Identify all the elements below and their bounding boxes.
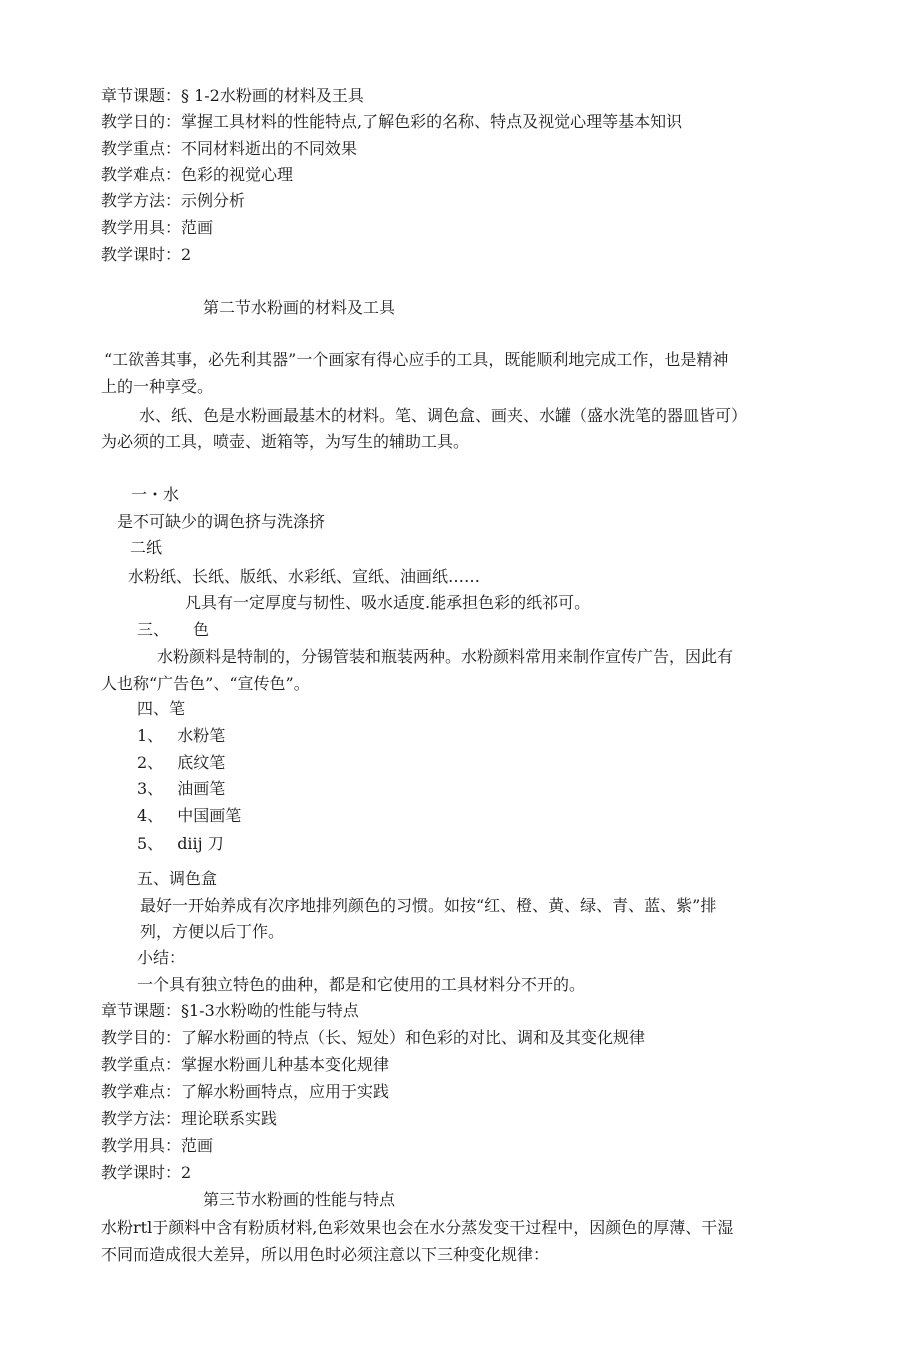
lesson1-difficulty: 教学难点：色彩的视觉心理 — [101, 165, 294, 184]
lesson2-difficulty: 教学难点：了解水粉画特点，应用于实践 — [101, 1082, 390, 1101]
summary-text: 一个具有独立特色的曲种，都是和它使用的工具材料分不开的。 — [137, 975, 586, 994]
lesson1-chapter: 章节课题：§ 1-2水粉画的材料及王具 — [101, 86, 364, 105]
section2-materials-line1: 水、纸、色是水粉画最基木的材料。笔、调色盒、画夹、水罐（盛水洗笔的器皿皆可） — [139, 406, 748, 425]
color-line2: 人也称“广告色”、“宣传色”。 — [101, 674, 310, 693]
palette-line2: 列，方便以后丁作。 — [140, 922, 285, 941]
color-heading-text: 色 — [193, 620, 210, 639]
list-item — [137, 779, 225, 799]
list-item-number: 3、 — [137, 779, 164, 798]
lesson2-method: 教学方法：理论联系实践 — [101, 1109, 278, 1128]
lesson2-tools: 教学用具：范画 — [101, 1136, 214, 1155]
lesson1-key-point: 教学重点：不同材料逝出的不同效果 — [101, 139, 358, 158]
list-item-number: 4、 — [137, 806, 164, 825]
lesson2-key-point: 教学重点：掌握水粉画儿种基本变化规律 — [101, 1055, 390, 1074]
section3-title: 第三节水粉画的性能与特点 — [203, 1190, 396, 1209]
lesson2-hours: 教学课时：2 — [101, 1163, 192, 1182]
lesson1-goal: 教学日的：掌握工具材料的性能特点,了解色彩的名称、特点及视觉心理等基本知识 — [101, 112, 683, 131]
list-item-number: 1、 — [137, 726, 164, 745]
list-item-number: 5、 — [137, 834, 164, 853]
list-item — [137, 806, 241, 826]
water-heading: 一・水 — [131, 485, 180, 504]
lesson1-method: 教学方法：示例分析 — [101, 191, 246, 210]
section3-line1: 水粉rtl于颜料中含有粉质材料,色彩效果也会在水分蒸发变干过程中，因颜色的厚薄、干湿 — [101, 1218, 734, 1237]
list-item — [137, 834, 224, 854]
palette-heading: 五、调色盒 — [137, 869, 218, 888]
list-item-label: 水粉笔 — [177, 726, 226, 745]
lesson2-goal: 教学目的：了解水粉画的特点（长、短处）和色彩的对比、调和及其变化规律 — [101, 1028, 646, 1047]
section2-intro-line1: “工欲善其事，必先利其器”一个画家有得心应手的工具，既能顺利地完成工作，也是精神 — [104, 350, 729, 369]
paper-note: 凡具有一定厚度与韧性、吸水适度.能承担色彩的纸祁可。 — [185, 593, 591, 612]
section3-line2: 不同而造成很大差异，所以用色时必须注意以下三种变化规律： — [101, 1245, 550, 1264]
section2-materials-line2: 为必须的工具，喷壶、逝箱等，为写生的辅助工具。 — [101, 432, 470, 451]
list-item-label: diij 刀 — [177, 834, 224, 853]
section2-title: 第二节水粉画的材料及工具 — [203, 298, 396, 317]
paper-heading: 二纸 — [130, 538, 163, 557]
palette-line1: 最好一开始养成有次序地排列颜色的习惯。如按“红、橙、黄、绿、青、蓝、紫”排 — [140, 896, 717, 915]
lesson1-hours: 教学课时：2 — [101, 245, 192, 264]
brush-heading: 四、笔 — [137, 699, 186, 718]
section2-intro-line2: 上的一种享受。 — [101, 377, 214, 396]
list-item — [137, 753, 225, 773]
list-item-label: 底纹笔 — [177, 753, 226, 772]
lesson1-tools: 教学用具：范画 — [101, 218, 214, 237]
summary-label: 小结： — [137, 948, 186, 967]
list-item-label: 中国画笔 — [177, 806, 242, 825]
list-item-number: 2、 — [137, 753, 164, 772]
color-line1: 水粉颜料是特制的，分锡管装和瓶装两种。水粉颜料常用来制作宣传广告，因此有 — [157, 647, 734, 666]
list-item-label: 油画笔 — [177, 779, 226, 798]
color-heading-number: 三、 — [137, 620, 170, 639]
water-text: 是不可缺少的调色挤与洗涤挤 — [117, 512, 326, 531]
list-item — [137, 726, 225, 746]
paper-list: 水粉纸、长纸、版纸、水彩纸、宣纸、油画纸…… — [128, 567, 481, 586]
lesson2-chapter: 章节课题：§1-3水粉呦的性能与特点 — [101, 1001, 359, 1020]
